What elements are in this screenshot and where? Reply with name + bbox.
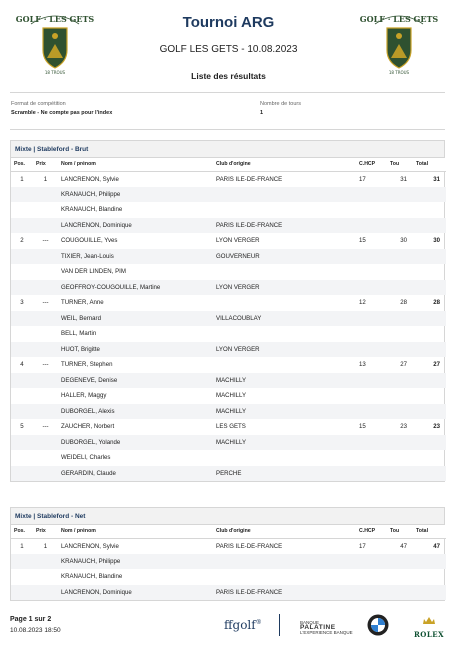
cell-tou xyxy=(387,342,413,358)
cell-club xyxy=(213,187,356,203)
cell-total xyxy=(413,342,446,358)
document-header xyxy=(0,0,457,92)
cell-tou: 23 xyxy=(400,423,407,431)
cell-tou xyxy=(387,466,413,482)
cell-club: PARIS ILE-DE-FRANCE xyxy=(213,585,356,601)
cell-prix xyxy=(33,450,58,466)
cell-prix xyxy=(33,280,58,296)
cell-total xyxy=(413,249,446,265)
page-number: Page 1 sur 2 xyxy=(10,616,52,623)
cell-total: 31 xyxy=(433,175,440,183)
cell-name: KRANAUCH, Philippe xyxy=(58,187,213,203)
cell-tou xyxy=(387,450,413,466)
rolex-crown-icon xyxy=(422,616,436,625)
cell-club xyxy=(213,569,356,585)
cell-prix xyxy=(33,342,58,358)
table-row xyxy=(11,249,446,265)
results-section-net xyxy=(10,507,445,601)
col-header-prix: Prix xyxy=(33,158,58,171)
col-header-tou: Tou xyxy=(387,525,413,538)
results-table xyxy=(11,525,446,600)
cell-total xyxy=(413,404,446,420)
tours-info xyxy=(260,101,301,116)
cell-name: TIXIER, Jean-Louis xyxy=(58,249,213,265)
cell-tou xyxy=(387,249,413,265)
table-body-net xyxy=(11,538,446,600)
cell-prix xyxy=(33,202,58,218)
cell-total xyxy=(413,202,446,218)
cell-tou xyxy=(387,554,413,570)
cell-club xyxy=(213,357,356,373)
results-table xyxy=(11,158,446,481)
cell-pos xyxy=(11,202,33,218)
section-title: Mixte | Stableford - Brut xyxy=(11,141,444,158)
cell-name: KRANAUCH, Blandine xyxy=(61,206,123,214)
cell-pos xyxy=(11,450,33,466)
cell-pos xyxy=(11,326,33,342)
table-row xyxy=(11,171,446,187)
col-header-chcp: C.HCP xyxy=(356,158,387,171)
cell-name: DUBORGEL, Yolande xyxy=(58,435,213,451)
cell-chcp xyxy=(356,264,387,280)
rolex-logo xyxy=(412,612,446,639)
cell-club: VILLACOUBLAY xyxy=(213,311,356,327)
cell-prix xyxy=(33,326,58,342)
col-header-prix: Prix xyxy=(33,525,58,538)
cell-total: 27 xyxy=(433,361,440,369)
table-header-row xyxy=(11,525,446,538)
rolex-text: ROLEX xyxy=(413,630,445,639)
cell-prix xyxy=(33,249,58,265)
cell-pos: 1 xyxy=(20,175,24,183)
format-info xyxy=(11,101,112,116)
cell-name: LANCRENON, Dominique xyxy=(58,218,213,234)
cell-prix: 1 xyxy=(43,542,48,550)
cell-tou xyxy=(387,373,413,389)
table-row xyxy=(11,264,446,280)
cell-tou xyxy=(387,388,413,404)
divider xyxy=(279,614,280,636)
cell-club: LYON VERGER xyxy=(216,237,260,245)
cell-total xyxy=(413,218,446,234)
col-header-total: Total xyxy=(413,525,446,538)
cell-prix: --- xyxy=(42,299,49,307)
bmw-logo xyxy=(367,614,389,636)
cell-pos xyxy=(11,554,33,570)
cell-chcp: 17 xyxy=(359,542,366,550)
cell-total xyxy=(413,450,446,466)
logo-text-bottom: 18 TROUS xyxy=(388,70,410,75)
page-title: Tournoi ARG xyxy=(182,14,275,31)
col-header-name: Nom / prénom xyxy=(58,158,213,171)
table-row xyxy=(11,373,446,389)
cell-tou xyxy=(387,585,413,601)
cell-pos: 4 xyxy=(20,361,24,369)
cell-pos xyxy=(11,187,33,203)
cell-total xyxy=(413,280,446,296)
col-header-club: Club d'origine xyxy=(213,158,356,171)
cell-club: LYON VERGER xyxy=(213,342,356,358)
col-header-pos: Pos. xyxy=(11,525,33,538)
cell-club: MACHILLY xyxy=(213,373,356,389)
cell-tou xyxy=(387,435,413,451)
cell-prix xyxy=(33,218,58,234)
format-label: Format de compétition xyxy=(11,101,66,107)
results-section-brut xyxy=(10,140,445,482)
cell-total xyxy=(413,585,446,601)
document-title: Liste des résultats xyxy=(191,71,266,81)
cell-name: LANCRENON, Sylvie xyxy=(61,542,119,550)
cell-name: DEGENEVE, Denise xyxy=(58,373,213,389)
cell-prix xyxy=(33,585,58,601)
cell-tou: 27 xyxy=(400,361,407,369)
cell-chcp xyxy=(356,466,387,482)
cell-pos xyxy=(11,249,33,265)
col-header-tou: Tou xyxy=(387,158,413,171)
cell-name: TURNER, Stephen xyxy=(61,361,113,369)
cell-total xyxy=(413,264,446,280)
cell-total xyxy=(413,569,446,585)
divider xyxy=(10,129,445,130)
cell-pos xyxy=(11,218,33,234)
table-row xyxy=(11,419,446,435)
format-value: Scramble - Ne compte pas pour l'index xyxy=(11,110,113,116)
table-row xyxy=(11,585,446,601)
cell-tou xyxy=(387,202,413,218)
cell-name: COUGOUILLE, Yves xyxy=(61,237,118,245)
cell-tou xyxy=(387,326,413,342)
col-header-chcp: C.HCP xyxy=(356,525,387,538)
cell-club xyxy=(213,554,356,570)
table-row xyxy=(11,187,446,203)
cell-total xyxy=(413,466,446,482)
cell-pos xyxy=(11,466,33,482)
cell-name: HUOT, Brigitte xyxy=(58,342,213,358)
page-subtitle: GOLF LES GETS - 10.08.2023 xyxy=(159,44,298,55)
cell-tou: 31 xyxy=(400,175,407,183)
banque-palatine-logo xyxy=(300,620,353,635)
cell-name: LANCRENON, Sylvie xyxy=(61,175,119,183)
cell-prix xyxy=(33,466,58,482)
cell-chcp xyxy=(356,373,387,389)
cell-total xyxy=(413,388,446,404)
cell-chcp xyxy=(356,404,387,420)
cell-pos: 2 xyxy=(20,237,24,245)
cell-tou xyxy=(387,311,413,327)
cell-pos xyxy=(11,280,33,296)
cell-chcp: 15 xyxy=(359,423,366,431)
cell-tou: 47 xyxy=(400,542,407,550)
cell-prix xyxy=(33,264,58,280)
ffgolf-logo xyxy=(224,618,262,632)
cell-pos xyxy=(11,311,33,327)
table-row xyxy=(11,311,446,327)
cell-prix xyxy=(33,404,58,420)
cell-total xyxy=(413,326,446,342)
cell-club: PARIS ILE-DE-FRANCE xyxy=(216,542,283,550)
cell-chcp xyxy=(356,218,387,234)
cell-tou xyxy=(387,187,413,203)
cell-total xyxy=(413,435,446,451)
table-row xyxy=(11,295,446,311)
cell-tou xyxy=(387,264,413,280)
cell-name: GERARDIN, Claude xyxy=(58,466,213,482)
cell-prix xyxy=(33,388,58,404)
table-header-row xyxy=(11,158,446,171)
cell-club: MACHILLY xyxy=(216,392,247,400)
col-header-total: Total xyxy=(413,158,446,171)
cell-prix xyxy=(33,554,58,570)
cell-tou: 30 xyxy=(400,237,407,245)
cell-tou xyxy=(387,404,413,420)
col-header-club: Club d'origine xyxy=(213,525,356,538)
cell-tou: 28 xyxy=(400,299,407,307)
col-header-pos: Pos. xyxy=(11,158,33,171)
cell-prix: --- xyxy=(42,237,49,245)
ffgolf-mark: ® xyxy=(255,619,262,626)
cell-club: PARIS ILE-DE-FRANCE xyxy=(213,218,356,234)
cell-name: BELL, Martin xyxy=(61,330,97,338)
cell-chcp: 17 xyxy=(359,175,366,183)
cell-tou xyxy=(387,280,413,296)
tours-label: Nombre de tours xyxy=(260,101,301,107)
table-row xyxy=(11,404,446,420)
cell-prix xyxy=(33,187,58,203)
cell-chcp: 15 xyxy=(359,237,366,245)
print-date: 10.08.2023 18:50 xyxy=(10,627,61,634)
table-row xyxy=(11,554,446,570)
table-row xyxy=(11,450,446,466)
table-row xyxy=(11,326,446,342)
cell-club xyxy=(213,295,356,311)
table-row xyxy=(11,466,446,482)
cell-pos xyxy=(11,569,33,585)
cell-chcp xyxy=(356,435,387,451)
cell-club xyxy=(213,202,356,218)
cell-pos xyxy=(11,373,33,389)
cell-prix xyxy=(33,311,58,327)
cell-club: PARIS ILE-DE-FRANCE xyxy=(216,175,283,183)
cell-club: LES GETS xyxy=(216,423,246,431)
cell-chcp xyxy=(356,342,387,358)
cell-pos: 5 xyxy=(20,423,24,431)
cell-prix xyxy=(33,435,58,451)
cell-pos: 3 xyxy=(20,299,24,307)
col-header-name: Nom / prénom xyxy=(58,525,213,538)
cell-tou xyxy=(387,218,413,234)
cell-name: DUBORGEL, Alexis xyxy=(58,404,213,420)
cell-name: WEIDELI, Charles xyxy=(61,454,111,462)
cell-chcp: 12 xyxy=(359,299,366,307)
cell-chcp xyxy=(356,450,387,466)
cell-pos: 1 xyxy=(20,542,24,550)
cell-pos xyxy=(11,585,33,601)
cell-chcp xyxy=(356,280,387,296)
cell-prix: --- xyxy=(42,361,49,369)
cell-chcp xyxy=(356,326,387,342)
logo-text-top: GOLF · LES GETS xyxy=(359,14,439,24)
cell-club xyxy=(213,326,356,342)
cell-pos xyxy=(11,342,33,358)
cell-club: LYON VERGER xyxy=(213,280,356,296)
palatine-name: PALATINE xyxy=(300,624,336,631)
cell-name: KRANAUCH, Philippe xyxy=(58,554,213,570)
cell-name: LANCRENON, Dominique xyxy=(58,585,213,601)
cell-pos xyxy=(11,388,33,404)
cell-pos xyxy=(11,435,33,451)
cell-total: 47 xyxy=(433,542,440,550)
cell-club: PERCHE xyxy=(213,466,356,482)
palatine-sub: L'EXPERIENCE BANQUE xyxy=(300,630,353,635)
cell-club: MACHILLY xyxy=(213,435,356,451)
cell-chcp xyxy=(356,569,387,585)
cell-pos xyxy=(11,264,33,280)
divider xyxy=(10,92,445,93)
table-row xyxy=(11,233,446,249)
cell-name: GEOFFROY-COUGOUILLE, Martine xyxy=(58,280,213,296)
table-row xyxy=(11,388,446,404)
cell-chcp xyxy=(356,311,387,327)
cell-name: VAN DER LINDEN, PIM xyxy=(61,268,126,276)
section-title: Mixte | Stableford - Net xyxy=(11,508,444,525)
table-row xyxy=(11,218,446,234)
ffgolf-text: ffgolf xyxy=(224,618,256,632)
palatine-small: BANQUE xyxy=(300,620,320,625)
cell-chcp xyxy=(356,202,387,218)
cell-name: TURNER, Anne xyxy=(61,299,104,307)
cell-chcp xyxy=(356,554,387,570)
table-row xyxy=(11,342,446,358)
cell-club: GOUVERNEUR xyxy=(213,249,356,265)
cell-pos xyxy=(11,404,33,420)
cell-chcp xyxy=(356,249,387,265)
tours-value: 1 xyxy=(260,110,264,116)
cell-club: MACHILLY xyxy=(213,404,356,420)
cell-total: 23 xyxy=(433,423,440,431)
cell-name: HALLER, Maggy xyxy=(61,392,107,400)
table-row xyxy=(11,202,446,218)
cell-name: WEIL, Bernard xyxy=(58,311,213,327)
table-row xyxy=(11,538,446,554)
cell-total xyxy=(413,373,446,389)
cell-total xyxy=(413,311,446,327)
cell-club xyxy=(213,450,356,466)
cell-tou xyxy=(387,569,413,585)
cell-chcp xyxy=(356,585,387,601)
table-body-brut xyxy=(11,171,446,481)
cell-total: 30 xyxy=(433,237,440,245)
cell-prix xyxy=(33,373,58,389)
cell-name: KRANAUCH, Blandine xyxy=(61,573,123,581)
cell-chcp xyxy=(356,388,387,404)
cell-prix: --- xyxy=(42,423,49,431)
logo-text-bottom: 18 TROUS xyxy=(44,70,66,75)
logo-text-top: GOLF · LES GETS xyxy=(15,14,95,24)
table-row xyxy=(11,280,446,296)
table-row xyxy=(11,435,446,451)
table-row xyxy=(11,569,446,585)
cell-chcp xyxy=(356,187,387,203)
cell-club xyxy=(213,264,356,280)
cell-name: ZAUCHER, Norbert xyxy=(61,423,115,431)
cell-chcp: 13 xyxy=(359,361,366,369)
cell-prix xyxy=(33,569,58,585)
cell-prix: 1 xyxy=(43,175,48,183)
golf-les-gets-logo-right xyxy=(359,10,439,76)
cell-total xyxy=(413,554,446,570)
cell-total xyxy=(413,187,446,203)
cell-total: 28 xyxy=(433,299,440,307)
table-row xyxy=(11,357,446,373)
